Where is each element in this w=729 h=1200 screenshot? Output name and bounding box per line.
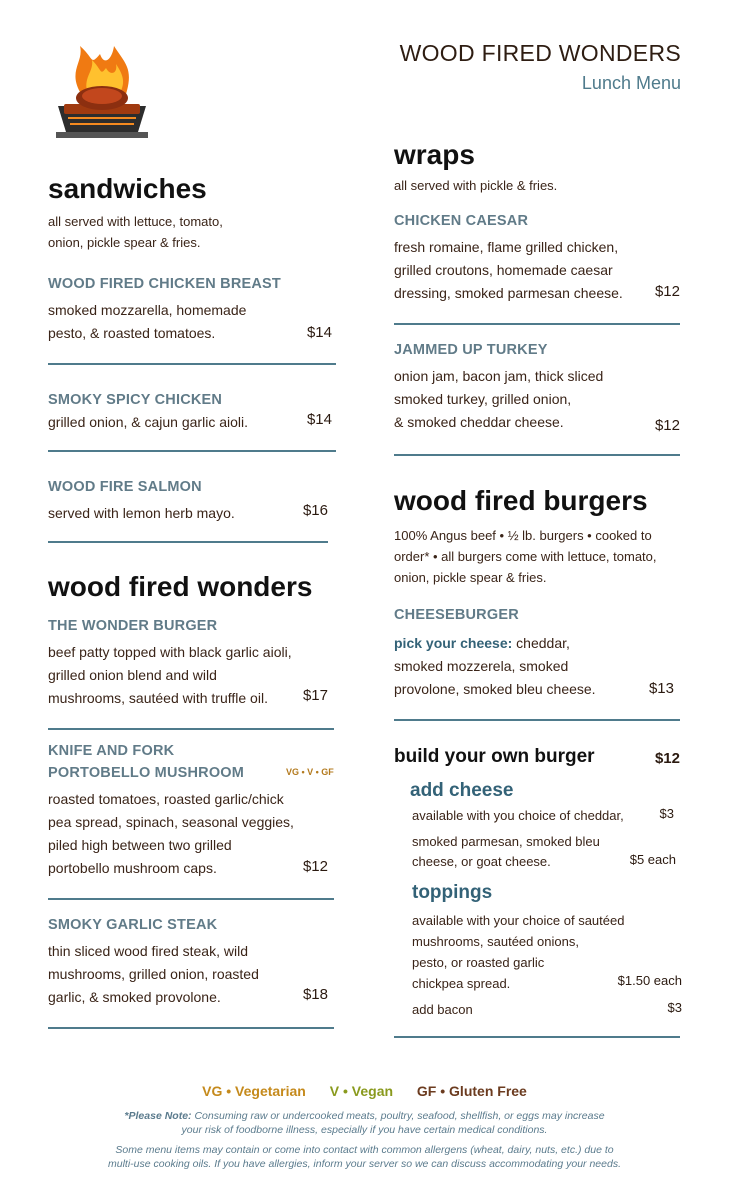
section-description: all served with lettuce, tomato, onion, pickle spear & fries. xyxy=(48,213,223,250)
menu-item xyxy=(48,476,336,525)
brand xyxy=(400,40,681,94)
wraps-section xyxy=(394,140,684,456)
menu-item xyxy=(394,339,684,434)
legend-gluten-free: GF • Gluten Free xyxy=(416,1083,527,1099)
byo-price: $12 xyxy=(654,750,680,767)
bacon-option: add bacon $3 xyxy=(412,1000,682,1017)
divider xyxy=(394,1036,680,1038)
legend-vegetarian: VG • Vegetarian xyxy=(202,1083,306,1099)
item-price: $18 xyxy=(302,985,328,1003)
item-name: JAMMED UP TURKEY xyxy=(394,341,548,358)
burgers-section xyxy=(394,486,684,721)
item-name: KNIFE AND FORK xyxy=(48,742,175,759)
divider xyxy=(48,898,334,900)
item-name: THE WONDER BURGER xyxy=(48,617,218,634)
allergy-note-1: *Please Note: Consuming raw or undercooked meats, poultry, seafood, shellfish, or eggs may increase your risk of foodborne illness, especially if you have certain medical conditions. xyxy=(124,1110,605,1136)
item-price: $13 xyxy=(648,679,674,697)
item-price: $12 xyxy=(654,282,680,300)
allergy-note-2: Some menu items may contain or come into contact with common allergens (wheat, dairy, nuts, etc.) due to multi-use cooking oils. If you have allergies, inform your server so we can discuss accommodating your needs. xyxy=(108,1144,621,1170)
cheese-option: smoked parmesan, smoked bleu cheese, or goat cheese. $5 each xyxy=(412,834,676,869)
section-description: all served with pickle & fries. xyxy=(394,177,558,193)
sandwiches-section xyxy=(48,174,336,543)
divider xyxy=(48,450,336,452)
item-description: thin sliced wood fired steak, wild mushrooms, grilled onion, roasted garlic, & smoked provolone. xyxy=(48,942,259,1005)
divider xyxy=(48,363,336,365)
item-name: SMOKY SPICY CHICKEN xyxy=(48,391,223,408)
item-description: beef patty topped with black garlic aioli, grilled onion blend and wild mushrooms, sautéed with truffle oil. xyxy=(48,643,292,706)
menu-item xyxy=(48,389,336,434)
section-title: wood fired burgers xyxy=(394,485,648,516)
restaurant-name: WOOD FIRED WONDERS xyxy=(399,40,681,66)
item-price: $12 xyxy=(654,416,680,434)
section-title: wood fired wonders xyxy=(48,571,313,602)
toppings-heading: toppings xyxy=(412,882,493,903)
item-price: $14 xyxy=(306,410,332,428)
wonders-section xyxy=(48,572,336,1029)
item-description: pick your cheese: cheddar, smoked mozzerela, smoked provolone, smoked bleu cheese. xyxy=(394,634,596,697)
section-title: sandwiches xyxy=(48,173,207,204)
menu-item xyxy=(48,914,336,1009)
divider xyxy=(394,719,680,721)
byo-title: build your own burger xyxy=(394,746,595,767)
item-description: fresh romaine, flame grilled chicken, grilled croutons, homemade caesar dressing, smoked parmesan cheese. xyxy=(394,238,623,301)
item-description: onion jam, bacon jam, thick sliced smoked turkey, grilled onion, & smoked cheddar cheese. xyxy=(394,367,604,430)
logo xyxy=(50,40,154,144)
item-name: WOOD FIRED CHICKEN BREAST xyxy=(48,275,281,292)
add-cheese-heading: add cheese xyxy=(410,780,514,801)
cheese-option: available with you choice of cheddar, $3 xyxy=(412,806,674,823)
item-name: CHEESEBURGER xyxy=(394,606,519,623)
byo-section xyxy=(394,746,684,1038)
divider xyxy=(48,1027,334,1029)
item-name: SMOKY GARLIC STEAK xyxy=(48,916,218,933)
item-name: WOOD FIRE SALMON xyxy=(48,478,202,495)
item-description: smoked mozzarella, homemade pesto, & roasted tomatoes. xyxy=(48,301,247,341)
menu-subtitle: Lunch Menu xyxy=(581,73,681,93)
menu-item xyxy=(394,210,684,305)
item-description: grilled onion, & cajun garlic aioli. xyxy=(48,413,248,430)
dietary-legend xyxy=(0,1083,729,1099)
toppings-option: available with your choice of sautéed mushrooms, sautéed onions, pesto, or roasted garlic chickpea spread. $1.50 each xyxy=(412,913,682,991)
item-price: $14 xyxy=(306,323,332,341)
cheese-lead: pick your cheese: xyxy=(394,634,513,651)
legend-vegan: V • Vegan xyxy=(329,1083,394,1099)
divider xyxy=(394,323,680,325)
menu-item xyxy=(394,604,684,701)
menu-item xyxy=(48,740,336,880)
item-name: CHICKEN CAESAR xyxy=(394,212,529,229)
menu-item xyxy=(48,615,336,710)
divider xyxy=(48,728,334,730)
item-description: roasted tomatoes, roasted garlic/chick pea spread, spinach, seasonal veggies, piled high between two grilled portobello mushroom caps. xyxy=(48,790,294,876)
item-price: $16 xyxy=(302,501,328,519)
divider xyxy=(48,541,328,543)
section-description: 100% Angus beef • ½ lb. burgers • cooked to order* • all burgers come with lettuce, tomato, onion, pickle spear & fries. xyxy=(394,527,657,585)
dietary-tags: VG • V • GF xyxy=(286,766,334,777)
item-price: $17 xyxy=(302,686,328,704)
item-description: served with lemon herb mayo. xyxy=(48,504,235,521)
flaming-steak-grill-icon xyxy=(50,40,154,144)
section-title: wraps xyxy=(394,139,475,170)
divider xyxy=(394,454,680,456)
menu-item xyxy=(48,273,336,345)
item-name-line2: PORTOBELLO MUSHROOM xyxy=(48,764,245,781)
item-price: $12 xyxy=(302,857,328,875)
